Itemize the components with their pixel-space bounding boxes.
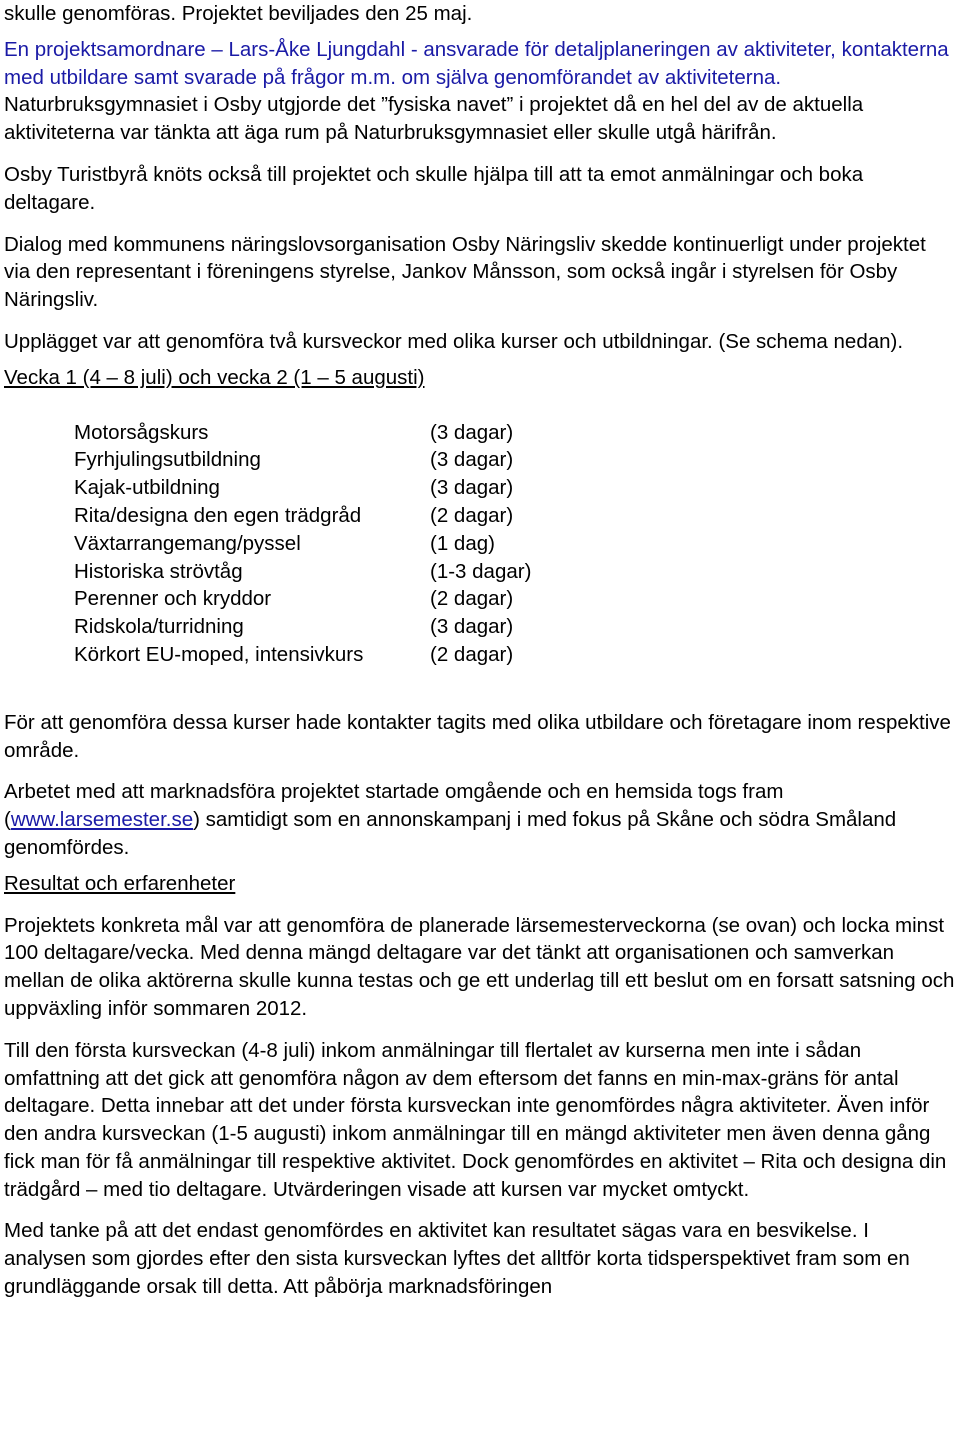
paragraph-conclusion: Med tanke på att det endast genomfördes en aktivitet kan resultatet sägas vara en besvikelse. I analysen som gjordes efter den sista kursveckan lyftes det alltför korta tidsperspektivet fram som en grundläggande orsak till detta. Att påbörja marknadsföringen (4, 1219, 910, 1299)
schedule-row (74, 641, 531, 669)
schedule-row (74, 558, 531, 586)
paragraph-plan: Upplägget var att genomföra två kursveckor med olika kurser och utbildningar. (Se schema nedan). (4, 329, 904, 353)
marketing-text-post: ) samtidigt som en annonskampanj i med fokus på Skåne och södra Småland genomfördes. (4, 808, 897, 859)
results-heading: Resultat och erfarenheter (4, 871, 236, 895)
paragraph-dialog: Dialog med kommunens näringslovsorganisation Osby Näringsliv skedde kontinuerligt under projektet via den representant i föreningens styrelse, Jankov Månsson, som också ingår i styrelsen för Osby Näringsliv. (4, 232, 926, 312)
schedule-row (74, 585, 531, 613)
course-duration: (2 dagar) (430, 587, 514, 611)
course-name: Rita/designa den egen trädgråd (74, 503, 362, 527)
paragraph-coordinator (4, 36, 956, 147)
course-name: Fyrhjulingsutbildning (74, 448, 261, 472)
schedule-row (74, 446, 531, 474)
course-name: Ridskola/turridning (74, 615, 244, 639)
course-name: Kajak-utbildning (74, 476, 220, 500)
weeks-heading: Vecka 1 (4 – 8 juli) och vecka 2 (1 – 5 augusti) (4, 365, 425, 389)
coordinator-link-fragment[interactable]: m. (373, 65, 396, 89)
course-duration: (3 dagar) (430, 420, 514, 444)
marketing-text-pre: Arbetet med att marknadsföra projektet startade omgående och en hemsida togs fram ( (4, 780, 784, 832)
course-duration: (3 dagar) (430, 448, 514, 472)
schedule-row (74, 613, 531, 641)
schedule-row (74, 474, 531, 502)
coordinator-text-highlighted-end: om själva genomförandet av aktiviteterna. (395, 65, 782, 89)
document-page (4, 0, 956, 1301)
schedule-row (74, 530, 531, 558)
course-name: Växtarrangemang/pyssel (74, 531, 301, 555)
course-name: Körkort EU-moped, intensivkurs (74, 642, 364, 666)
coordinator-text-highlighted: En projektsamordnare – Lars-Åke Ljungdahl - ansvarade för detaljplaneringen av aktiviteter, kontakterna med utbildare samt svarade på frågor m. (4, 37, 949, 89)
paragraph-first-week: Till den första kursveckan (4-8 juli) inkom anmälningar till flertalet av kurserna men inte i sådan omfattning att det gick att genomföra någon av dem eftersom det fanns en min-max-gräns för antal deltagare. Detta innebar att det under första kursveckan inte genomfördes några aktiviteter. Även inför den andra kursveckan (1-5 augusti) inkom anmälningar till en mängd aktiviteter men även denna gång fick man för få anmälningar till respektive aktivitet. Dock genomfördes en aktivitet – Rita och designa din trädgård – med tio deltagare. Utvärderingen visade att kursen var mycket omtyckt. (4, 1038, 947, 1201)
paragraph-intro: skulle genomföras. Projektet beviljades den 25 maj. (4, 2, 473, 25)
course-schedule-table (74, 419, 531, 669)
schedule-row (74, 502, 531, 530)
course-duration: (2 dagar) (430, 642, 514, 666)
course-name: Perenner och kryddor (74, 587, 272, 611)
course-duration: (3 dagar) (430, 615, 514, 639)
schedule-row (74, 419, 531, 447)
course-duration: (3 dagar) (430, 476, 514, 500)
coordinator-text: Naturbruksgymnasiet i Osby utgjorde det ”fysiska navet” i projektet då en hel del av de aktuella aktiviteterna var tänkta att äga rum på Naturbruksgymnasiet eller skulle utgå härifrån. (4, 93, 864, 145)
course-duration: (1-3 dagar) (430, 559, 532, 583)
course-name: Motorsågskurs (74, 420, 209, 444)
course-duration: (2 dagar) (430, 503, 514, 527)
paragraph-marketing (4, 778, 956, 861)
paragraph-contacts: För att genomföra dessa kurser hade kontakter tagits med olika utbildare och företagare inom respektive område. (4, 710, 951, 762)
course-name: Historiska strövtåg (74, 559, 243, 583)
website-link[interactable]: www.larsemester.se (10, 808, 194, 832)
course-duration: (1 dag) (430, 531, 495, 555)
paragraph-tourist-office: Osby Turistbyrå knöts också till projektet och skulle hjälpa till att ta emot anmälningar och boka deltagare. (4, 162, 864, 214)
paragraph-goals: Projektets konkreta mål var att genomföra de planerade lärsemesterveckorna (se ovan) och locka minst 100 deltagare/vecka. Med denna mängd deltagare var det tänkt att organisationen och samverkan mellan de olika aktörerna skulle kunna testas och ge ett underlag till ett beslut om en forsatt satsning och uppväxling inför sommaren 2012. (4, 913, 955, 1020)
